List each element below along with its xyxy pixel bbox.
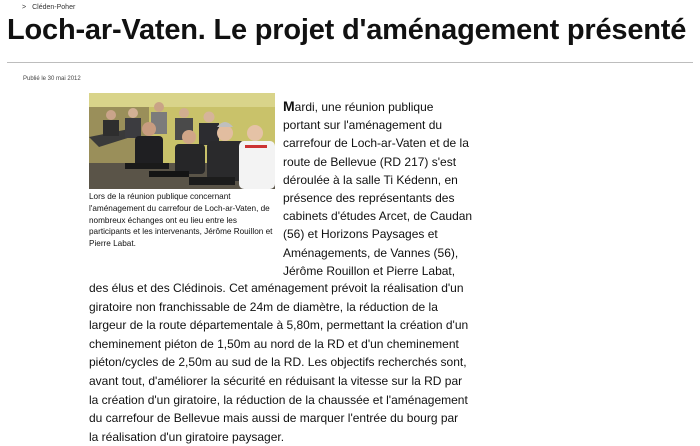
article-figure (89, 93, 275, 250)
article-body: des élus et des Clédinois. Cet aménagement prévoit la réalisation d'un giratoire non franchissable de 24m de diamètre, la réduction de la largeur de la route départementale à 5,80m, permettant la création d'un cheminement piéton de 1,50m au nord de la RD et d'un cheminement piéton/cycles de 2,50m au sud de la RD. Les objectifs recherchés sont, avant tout, d'améliorer la sécurité en réduisant la vitesse sur la RD par la création d'un giratoire, la réduction de la chaussée et l'aménagement du carrefour de Bellevue mais aussi de marquer l'entrée du bourg par la réalisation d'un giratoire paysager. (89, 281, 469, 444)
breadcrumb (22, 4, 75, 11)
meeting-photo[interactable] (89, 93, 275, 189)
breadcrumb-section-link[interactable]: Cléden-Poher (32, 4, 76, 11)
publish-date: Publié le 30 mai 2012 (23, 76, 81, 82)
article-title: Loch-ar-Vaten. Le projet d'aménagement présenté (7, 14, 687, 46)
photo-caption: Lors de la réunion publique concernant l'aménagement du carrefour de Loch-ar-Vaten, de nombreux échanges ont eu lieu entre les participants et les intervenants, Jérôme Rouillon et Pierre Labat. (89, 192, 273, 249)
breadcrumb-arrow-icon: > (22, 4, 27, 11)
title-divider (7, 62, 693, 63)
drop-cap: M (283, 98, 295, 114)
lead-paragraph: ardi, une réunion publique portant sur l'aménagement du carrefour de Loch-ar-Vaten et de la route de Bellevue (RD 217) s'est déroulée à la salle Ti Kédenn, en présence des représentants des cabinets d'études Arcet, de Caudan (56) et Horizons Paysages et Aménagements, de Vannes (56), Jérôme Rouillon et Pierre Labat, (283, 100, 473, 278)
article-lead (283, 97, 473, 280)
